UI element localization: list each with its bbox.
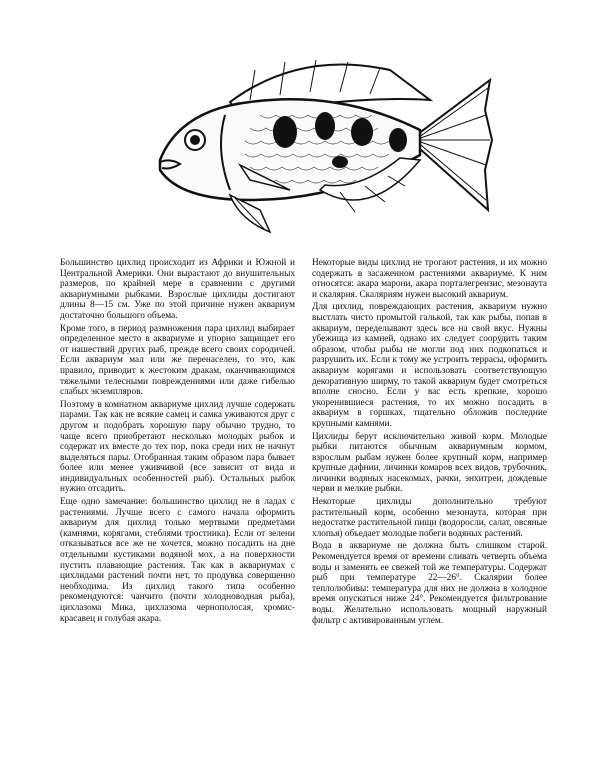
eye-icon [185, 130, 205, 150]
right-column [312, 258, 547, 628]
paragraph: Еще одно замечание: большинство цихлид не в ладах с растениями. Лучше всего с самого начала оформить аквариум для цихлид только мертвыми предметами (камнями, корягами, стеблями тростника). Если от зелени отказываться все же не хочется, можно посадить на дне отдельными кустиками водяной мох, а на поверхности пустить плавающие растения. Так как в аквариумах с цихлидами растений почти нет, то продувка совершенно необходима. Из цихлид такого типа особенно рекомендуются: чанчито (почти холодноводная рыба), цихлазома Мика, цихлазома чернополосая, хромис-красавец и голубая акара. [60, 497, 295, 624]
paragraph: Некоторые виды цихлид не трогают растения, и их можно содержать в засаженном растениями аквариуме. К ним относятся: акара марони, акара порталегрензис, мезонаута и скалярия. Скаляриям нужен высокий аквариум. [312, 258, 547, 300]
paragraph: Некоторые цихлиды дополнительно требуют растительный корм, особенно мезонаута, которая при недостатке растительной пищи (водоросли, салат, овсяные хлопья) объедает молодые побеги водяных растений. [312, 497, 547, 539]
paragraph: Большинство цихлид происходит из Африки и Южной и Центральной Америки. Они вырастают до внушительных размеров, по крайней мере в сравнении с другими аквариумными рыбками. Взрослые цихлиды достигают длины 8—15 см. Уже по этой причине нужен аквариум достаточно большого объема. [60, 258, 295, 321]
paragraph: Для цихлид, повреждающих растения, аквариум нужно выстлать чисто промытой галькой, так как рыбы, попав в аквариум, переделывают здесь все на свой вкус. Нужны убежища из камней, однако их следует соорудить таким образом, чтобы рыбы не могли под них подкопаться и разрушить их. Если к тому же устроить террасы, оформить аквариум корягами и использовать соответствующую декоративную ширму, то такой аквариум будет смотреться вполне сносно. Если у вас есть крепкие, хорошо укоренившиеся растения, то их можно посадить в аквариум в горшках, тщательно обложив последние крупными камнями. [312, 302, 547, 429]
paragraph: Вода в аквариуме не должна быть слишком старой. Рекомендуется время от времени сливать четверть объема воды и заменять ее свежей той же температуры. Содержат рыб при температуре 22—26°. Скалярии более теплолюбивы: температура для них не должна в холодное время опускаться ниже 24°. Рекомендуется фильтрование воды. Желательно использовать мощный наружный фильтр с активированным углем. [312, 541, 547, 626]
paragraph: Поэтому в комнатном аквариуме цихлид лучше содержать парами. Так как не всякие самец и самка уживаются друг с другом и подобрать хорошую пару обычно трудно, то чаще всего приобретают несколько молодых рыбок и содержат их вместе до тех пор, пока среди них не начнут выделяться пары. Отобранная таким образом пара бывает более или менее уживчивой (все зависит от вида и индивидуальных особенностей рыб). Остальных рыбок нужно отсадить. [60, 399, 295, 495]
paragraph: Цихлиды берут исключительно живой корм. Молодые рыбки питаются обычным аквариумным кормом, взрослым рыбам нужен более крупный корм, например крупные дафнии, личинки комаров всех видов, трубочник, личинки водяных насекомых, рачки, энхитреи, дождевые черви и мелкие рыбки. [312, 431, 547, 495]
fish-illustration [140, 40, 500, 240]
paragraph: Кроме того, в период размножения пара цихлид выбирает определенное место в аквариуме и упорно защищает его от нашествий других рыб, прежде всего своих сородичей. Если аквариум мал или же перенаселен, то это, как правило, приводит к жестоким дракам, оканчивающимся тяжелыми телесными повреждениями или даже гибелью слабых экземпляров. [60, 323, 295, 398]
left-column [60, 258, 295, 626]
